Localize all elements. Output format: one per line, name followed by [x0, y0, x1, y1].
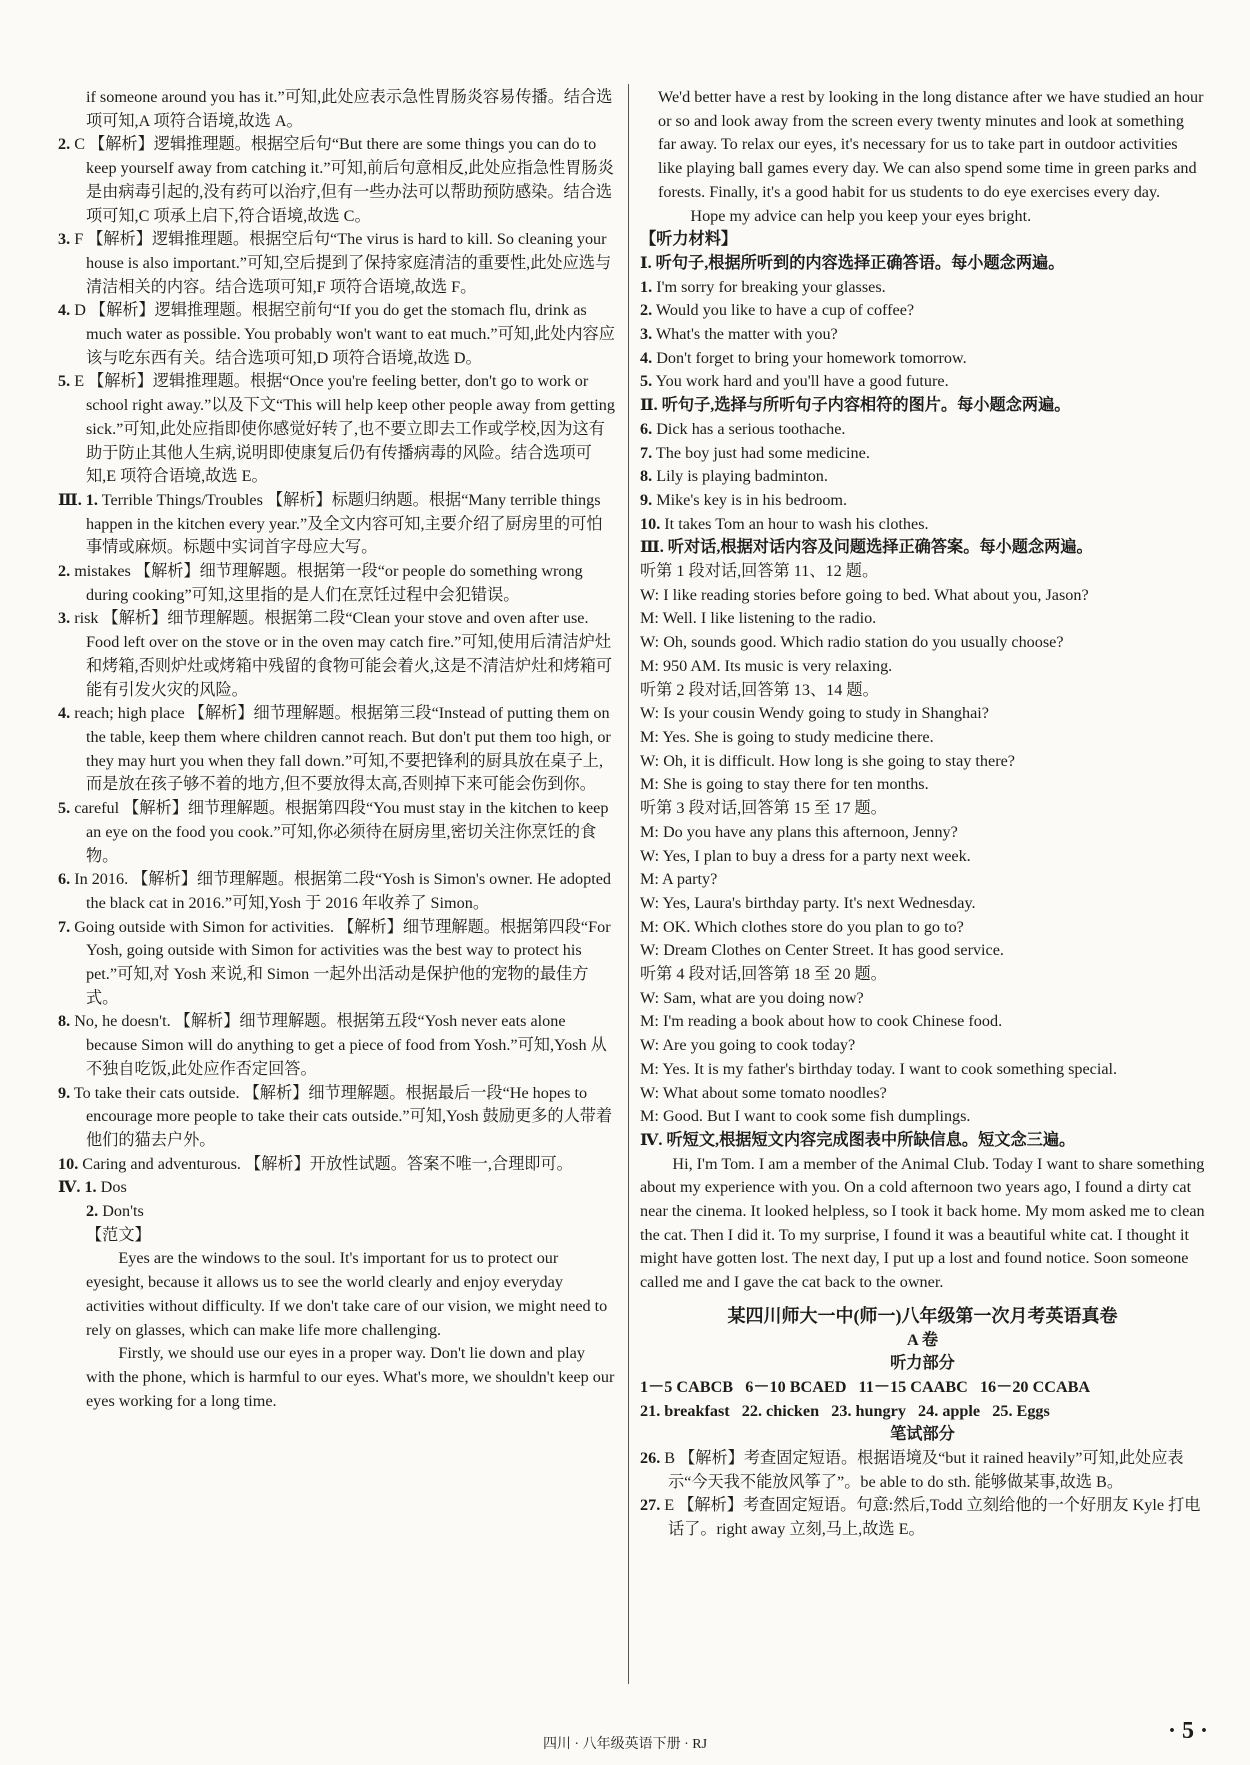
line-text: Don't forget to bring your homework tomorrow. [652, 348, 967, 367]
text-line [640, 868, 1205, 892]
text-line [640, 1058, 1205, 1082]
text-line [640, 631, 1205, 655]
item-number: 2. [58, 135, 71, 154]
listening-section-label: 听力部分 [890, 1354, 955, 1373]
exam-title: 某四川师大一中(师一)八年级第一次月考英语真卷 [727, 1305, 1118, 1326]
item-number: 10. [58, 1154, 79, 1173]
text-line [640, 1447, 1205, 1494]
text-line [58, 1153, 616, 1177]
line-text: Hi, I'm Tom. I am a member of the Animal Club. Today I want to share something about my experience with you. On a cold afternoon two years ago, I found a dirty cat near the cinema. It looked helpless, so I took it back home. My mom asked me to clean the cat. Then I did it. To my surprise, I found it was a beautiful white cat. I thought it might have gotten lost. The next day, I put up a lost and found notice. Soon someone called me and I gave the cat back to the owner. [640, 1154, 1205, 1292]
item-number: 1. [640, 277, 653, 296]
listening-material [640, 252, 1205, 1295]
line-text: Ⅲ. 听对话,根据对话内容及问题选择正确答案。每小题念两遍。 [640, 538, 1093, 557]
line-text: C 【解析】逻辑推理题。根据空后句“But there are some things you can do to keep yourself away from catching it.”可知,前后句意相反,此处应指急性胃肠炎是由病毒引起的,没有药可以治疗,但有一些办法可以帮助预防感染。结合选项可知,C 项承上启下,符合语境,故选 C。 [70, 135, 614, 225]
line-text: To take their cats outside. 【解析】细节理解题。根据最后一段“He hopes to encourage more people to take their cats outside.”可知,Yosh 鼓励更多的人带着他们的猫去户外。 [70, 1083, 613, 1149]
line-text: careful 【解析】细节理解题。根据第四段“You must stay in the kitchen to keep an eye on the food you cook.”可知,你必须待在厨房里,密切关注你烹饪的食物。 [70, 799, 609, 865]
line-text: E 【解析】逻辑推理题。根据“Once you're feeling better, don't go to work or school right away.”以及下文“This will help keep other people away from getting sick.”可知,此处应指即使你感觉好转了,也不要立即去工作或学校,因为这有助于防止其他人生病,说明即使康复后仍有传播病毒的风险。结合选项可知,E 项符合语境,故选 E。 [70, 372, 615, 486]
text-line [640, 299, 1205, 323]
listening-heading: 【听力材料】 [640, 230, 738, 249]
line-text: In 2016. 【解析】细节理解题。根据第二段“Yosh is Simon's owner. He adopted the black cat in 2016.”可知,Yosh 于 2016 年收养了 Simon。 [70, 870, 611, 912]
line-text: W: Oh, it is difficult. How long is she going to stay there? [640, 751, 1015, 770]
item-number: 4. [58, 301, 71, 320]
text-line [640, 489, 1205, 513]
text-line [640, 86, 1205, 205]
text-line [640, 607, 1205, 631]
line-text: M: She is going to stay there for ten months. [640, 775, 929, 794]
item-number: 8. [640, 467, 653, 486]
text-line [640, 1034, 1205, 1058]
page-footer: 四川 · 八年级英语下册 · RJ [542, 1737, 708, 1752]
line-text: Dick has a serious toothache. [652, 419, 846, 438]
line-text: if someone around you has it.”可知,此处应表示急性胃肠炎容易传播。结合选项可知,A 项符合语境,故选 A。 [86, 88, 613, 130]
text-line [58, 228, 616, 299]
section-a-label: A 卷 [906, 1330, 939, 1349]
line-text: reach; high place 【解析】细节理解题。根据第三段“Instead of putting them on the table, keep them where children cannot reach. But don't put them too high, or they may hurt you when they fall down.”可知,不要把锋利的厨具放在桌子上,而是放在孩子够不着的地方,但不要放得太高,否则掉下来可能会伤到你。 [70, 704, 611, 794]
line-text: W: Oh, sounds good. Which radio station do you usually choose? [640, 633, 1064, 652]
line-text: Would you like to have a cup of coffee? [652, 301, 915, 320]
line-text: Eyes are the windows to the soul. It's important for us to protect our eyesight, because it allows us to see the world clearly and enjoy everyday activities without difficulty. If we don't take care of our vision, we might need to rely on glasses, which can make life more challenging. [86, 1249, 608, 1339]
text-line [58, 1200, 616, 1224]
item-number: 6. [58, 870, 71, 889]
item-number: 2. [58, 562, 71, 581]
line-text: M: Do you have any plans this afternoon, Jenny? [640, 822, 958, 841]
text-line [640, 655, 1205, 679]
line-text: E 【解析】考查固定短语。句意:然后,Todd 立刻给他的一个好朋友 Kyle 打电话了。right away 立刻,马上,故选 E。 [660, 1496, 1201, 1539]
item-number: 27. [640, 1496, 661, 1515]
line-text: 听第 3 段对话,回答第 15 至 17 题。 [640, 799, 887, 818]
item-number: 2. [640, 301, 653, 320]
item-number: 3. [58, 230, 71, 249]
text-line [640, 679, 1205, 703]
text-line [640, 1494, 1205, 1541]
text-line [640, 939, 1205, 963]
line-text: 听第 1 段对话,回答第 11、12 题。 [640, 562, 879, 581]
line-text: It takes Tom an hour to wash his clothes. [660, 514, 929, 533]
text-line [58, 797, 616, 868]
text-line [640, 442, 1205, 466]
text-line [640, 750, 1205, 774]
line-text: F 【解析】逻辑推理题。根据空后句“The virus is hard to kill. So cleaning your house is also important.”可知,空后提到了保持家庭清洁的重要性,此处应选与清洁相关的内容。结合选项可知,F 项符合语境,故选 F。 [70, 230, 612, 296]
item-number: 7. [58, 917, 71, 936]
text-line [640, 252, 1205, 276]
item-number: 3. [640, 325, 653, 344]
text-line [640, 845, 1205, 869]
item-number: 5. [58, 799, 71, 818]
text-line [640, 773, 1205, 797]
text-line [58, 1247, 616, 1342]
line-text: B 【解析】考查固定短语。根据语境及“but it rained heavily”可知,此处应表示“今天我不能放风筝了”。be able to do sth. 能够做某事,故选 B。 [660, 1449, 1184, 1491]
line-text: Ⅳ. 听短文,根据短文内容完成图表中所缺信息。短文念三遍。 [640, 1130, 1076, 1149]
text-line [640, 205, 1205, 229]
text-line [58, 133, 616, 228]
line-text: W: Sam, what are you doing now? [640, 988, 864, 1007]
column-divider [628, 84, 629, 1684]
item-number: 2. [86, 1202, 99, 1221]
item-number: Ⅲ. 1. [58, 490, 98, 509]
text-line [640, 1010, 1205, 1034]
line-text: Going outside with Simon for activities. 【解析】细节理解题。根据第四段“For Yosh, going outside with Simon for activities was the best way to protect his pet.”可知,对 Yosh 来说,和 Simon 一起外出活动是保护他的宠物的最佳方式。 [70, 917, 611, 1007]
page-number: · 5 · [1168, 1718, 1209, 1744]
text-line [640, 276, 1205, 300]
line-text: 【范文】 [86, 1225, 151, 1244]
line-text: Firstly, we should use our eyes in a proper way. Don't lie down and play with the phone, which is harmful to our eyes. What's more, we shouldn't keep our eyes working for a long time. [86, 1344, 615, 1410]
left-column [58, 86, 616, 1413]
text-line [58, 1010, 616, 1081]
text-line [640, 418, 1205, 442]
item-number: 9. [640, 490, 653, 509]
line-text: W: Yes, Laura's birthday party. It's next Wednesday. [640, 893, 976, 912]
item-number: 9. [58, 1083, 71, 1102]
text-line [640, 797, 1205, 821]
line-text: You work hard and you'll have a good future. [652, 372, 949, 391]
text-line [640, 1153, 1205, 1295]
line-text: Don'ts [98, 1202, 144, 1221]
item-number: 4. [58, 704, 71, 723]
line-text: Terrible Things/Troubles 【解析】标题归纳题。根据“Many terrible things happen in the kitchen every year.”及全文内容可知,主要介绍了厨房里的可怕事情或麻烦。标题中实词首字母应大写。 [86, 490, 603, 557]
item-number: 3. [58, 609, 71, 628]
line-text: 听第 2 段对话,回答第 13、14 题。 [640, 680, 879, 699]
text-line [58, 1082, 616, 1153]
line-text: M: A party? [640, 870, 718, 889]
line-text: W: Yes, I plan to buy a dress for a party next week. [640, 846, 971, 865]
text-line [58, 702, 616, 797]
line-text: No, he doesn't. 【解析】细节理解题。根据第五段“Yosh never eats alone because Simon will do anything to get a piece of food from Yosh.”可知,Yosh 从不独自吃饭,此处应作否定回答。 [70, 1012, 607, 1078]
line-text: Ⅱ. 听句子,选择与所听句子内容相符的图片。每小题念两遍。 [640, 396, 1071, 415]
written-answers [640, 1447, 1205, 1542]
line-text: Mike's key is in his bedroom. [652, 490, 848, 509]
text-line [58, 86, 616, 133]
text-line [640, 987, 1205, 1011]
line-text: M: I'm reading a book about how to cook Chinese food. [640, 1012, 1003, 1031]
line-text: risk 【解析】细节理解题。根据第二段“Clean your stove and oven after use. Food left over on the stove or in the oven may catch fire.”可知,使用后清洁炉灶和烤箱,否则炉灶或烤箱中残留的食物可能会着火,这是不清洁炉灶和烤箱可能有引发火灾的风险。 [70, 609, 613, 699]
line-text: M: OK. Which clothes store do you plan to go to? [640, 917, 964, 936]
item-number: 26. [640, 1449, 661, 1468]
line-text: W: I like reading stories before going to bed. What about you, Jason? [640, 585, 1089, 604]
text-line [640, 963, 1205, 987]
text-line [640, 323, 1205, 347]
text-line [58, 1176, 616, 1200]
text-line [58, 489, 616, 560]
line-text: W: Are you going to cook today? [640, 1036, 856, 1055]
text-line [58, 868, 616, 915]
text-line [640, 821, 1205, 845]
line-text: The boy just had some medicine. [652, 443, 870, 462]
item-number: 5. [640, 372, 653, 391]
answers-row-1: 1－5 CABCB 6－10 BCAED 11－15 CAABC 16－20 CCABA [640, 1377, 1091, 1396]
line-text: W: Is your cousin Wendy going to study in Shanghai? [640, 704, 989, 723]
text-line [58, 607, 616, 702]
line-text: Lily is playing badminton. [652, 467, 828, 486]
item-number: 10. [640, 514, 661, 533]
line-text: M: Well. I like listening to the radio. [640, 609, 877, 628]
item-number: 6. [640, 419, 653, 438]
line-text: D 【解析】逻辑推理题。根据空前句“If you do get the stomach flu, drink as much water as possible. You probably won't want to eat much.”可知,此处内容应该与吃东西有关。结合选项可知,D 项符合语境,故选 D。 [70, 301, 615, 367]
text-line [58, 560, 616, 607]
item-number: 5. [58, 372, 71, 391]
item-number: 4. [640, 348, 653, 367]
text-line [640, 465, 1205, 489]
text-line [640, 916, 1205, 940]
text-line [58, 916, 616, 1011]
right-column [640, 86, 1205, 1542]
text-line [58, 299, 616, 370]
line-text: What's the matter with you? [652, 325, 838, 344]
text-line [640, 726, 1205, 750]
item-number: 7. [640, 443, 653, 462]
line-text: M: Yes. It is my father's birthday today. I want to cook something special. [640, 1059, 1118, 1078]
item-number: 8. [58, 1012, 71, 1031]
text-line [640, 702, 1205, 726]
line-text: M: Good. But I want to cook some fish dumplings. [640, 1107, 971, 1126]
text-line [640, 394, 1205, 418]
text-line [640, 1129, 1205, 1153]
line-text: mistakes 【解析】细节理解题。根据第一段“or people do something wrong during cooking”可知,这里指的是人们在烹饪过程中会犯错误。 [70, 562, 583, 604]
text-line [640, 584, 1205, 608]
text-line [58, 1342, 616, 1413]
essay-continuation [640, 86, 1205, 228]
text-line [640, 513, 1205, 537]
text-line [640, 892, 1205, 916]
line-text: Caring and adventurous. 【解析】开放性试题。答案不唯一,合理即可。 [78, 1154, 573, 1173]
text-line [58, 1224, 616, 1248]
text-line [640, 536, 1205, 560]
text-line [640, 1105, 1205, 1129]
text-line [640, 347, 1205, 371]
answers-row-2: 21. breakfast 22. chicken 23. hungry 24. apple 25. Eggs [640, 1401, 1050, 1420]
line-text: Dos [96, 1178, 127, 1197]
line-text: Ⅰ. 听句子,根据所听到的内容选择正确答语。每小题念两遍。 [640, 253, 1065, 272]
text-line [640, 370, 1205, 394]
line-text: M: Yes. She is going to study medicine there. [640, 727, 934, 746]
line-text: We'd better have a rest by looking in the long distance after we have studied an hour or so and look away from the screen every twenty minutes and look at something far away. To relax our eyes, it's necessary for us to take part in outdoor activities like playing ball games every day. We can also spend some time in green parks and forests. Finally, it's a good habit for us students to do eye exercises every day. [658, 88, 1204, 201]
line-text: W: What about some tomato noodles? [640, 1083, 887, 1102]
line-text: W: Dream Clothes on Center Street. It has good service. [640, 941, 1004, 960]
item-number: Ⅳ. 1. [58, 1178, 97, 1197]
line-text: 听第 4 段对话,回答第 18 至 20 题。 [640, 965, 887, 984]
line-text: I'm sorry for breaking your glasses. [652, 277, 886, 296]
text-line [640, 560, 1205, 584]
line-text: Hope my advice can help you keep your eyes bright. [690, 206, 1032, 225]
text-line [640, 1082, 1205, 1106]
text-line [58, 370, 616, 489]
written-section-label: 笔试部分 [890, 1425, 955, 1444]
line-text: M: 950 AM. Its music is very relaxing. [640, 656, 893, 675]
